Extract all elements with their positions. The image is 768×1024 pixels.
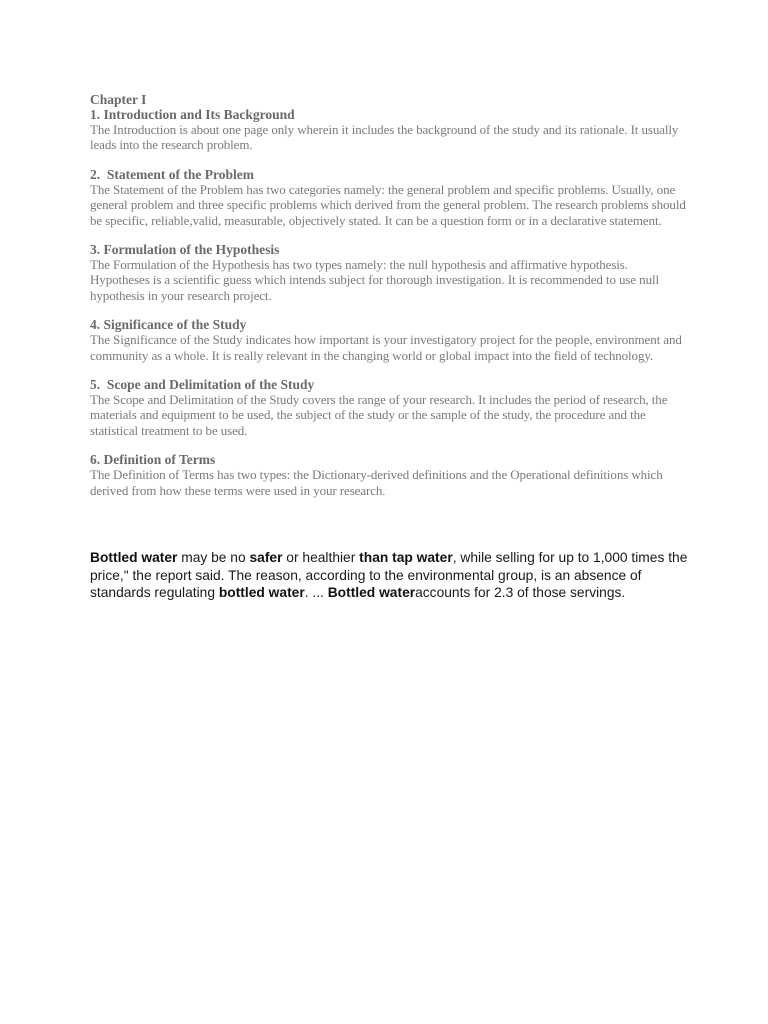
document-page: [90, 92, 690, 512]
bold-phrase: than tap water: [359, 550, 453, 565]
chapter-title: Chapter I: [90, 92, 147, 107]
note-text: may be no: [177, 550, 250, 565]
note-text: accounts for 2.3 of those servings.: [415, 585, 626, 600]
section-significance: [90, 317, 690, 363]
section-body: The Scope and Delimitation of the Study covers the range of your research. It includes the period of research, the materials and equipment to be used, the subject of the study or the sample of the study, the procedure and the statistical treatment to be used.: [90, 392, 668, 438]
section-introduction: [90, 107, 690, 153]
section-definition-of-terms: [90, 452, 690, 498]
bold-phrase: safer: [249, 550, 283, 565]
section-scope-delimitation: [90, 377, 690, 438]
note-text: . ...: [304, 585, 328, 600]
bold-phrase: Bottled water: [327, 585, 416, 600]
section-body: The Introduction is about one page only wherein it includes the background of the study and its rationale. It usually leads into the research problem.: [90, 122, 679, 153]
bottled-water-note: [90, 549, 690, 602]
section-heading: 1. Introduction and Its Background: [90, 107, 295, 122]
section-heading: 2. Statement of the Problem: [90, 166, 254, 182]
note-text: , while selling for up to 1,000 times the price," the report said. The reason, according to the environmental group, is an absence of standards regulating: [90, 550, 688, 600]
bold-phrase: bottled water: [218, 585, 305, 600]
section-body: The Formulation of the Hypothesis has two types namely: the null hypothesis and affirmative hypothesis. Hypotheses is a scientific guess which intends subject for thorough investigation. It is recommended to use null hypothesis in your research project.: [90, 257, 659, 303]
section-heading: 5. Scope and Delimitation of the Study: [90, 377, 315, 393]
section-body: The Definition of Terms has two types: the Dictionary-derived definitions and the Operational definitions which derived from how these terms were used in your research.: [90, 467, 663, 498]
section-hypothesis: [90, 242, 690, 303]
section-body: The Statement of the Problem has two categories namely: the general problem and specific problems. Usually, one general problem and three specific problems which derived from the general problem. The research problems should be specific, reliable,valid, measurable, objectively stated. It can be a question form or in a declarative statement.: [90, 181, 686, 228]
section-heading: 4. Significance of the Study: [90, 317, 247, 333]
note-text: or healthier: [282, 550, 360, 565]
section-statement-of-problem: [90, 167, 690, 228]
section-heading: 6. Definition of Terms: [90, 452, 216, 468]
bold-phrase: Bottled water: [90, 550, 178, 565]
section-body: The Significance of the Study indicates how important is your investigatory project for the people, environment and community as a whole. It is really relevant in the changing world or global impact into the field of technology.: [90, 332, 682, 363]
section-heading: 3. Formulation of the Hypothesis: [90, 242, 280, 258]
